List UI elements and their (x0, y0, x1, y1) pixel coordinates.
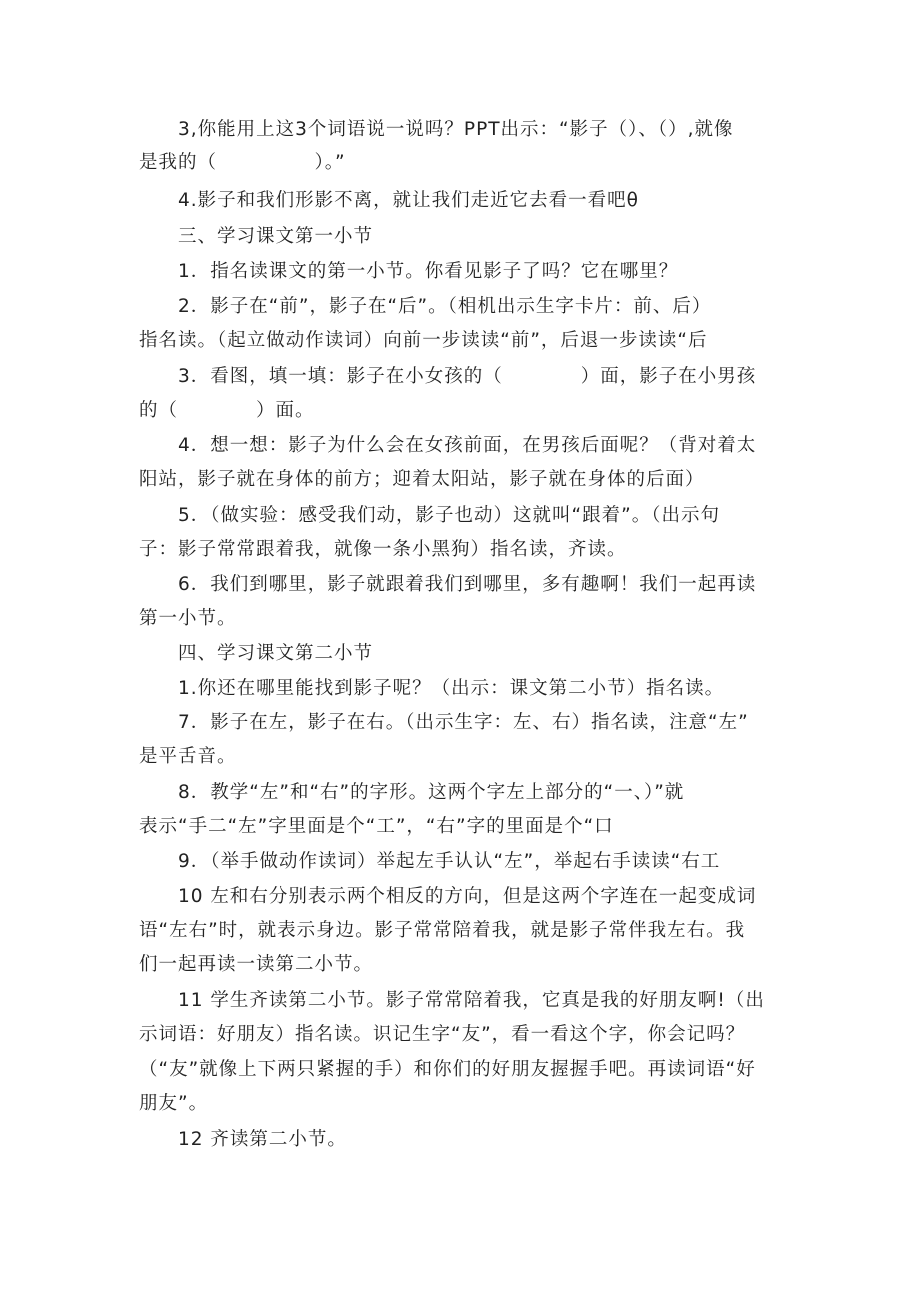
text-line: 4．想一想：影子为什么会在女孩前面，在男孩后面呢？（背对着太 (178, 435, 757, 456)
section-heading: 四、学习课文第二小节 (178, 643, 374, 664)
text-line: 子：影子常常跟着我，就像一条小黑狗）指名读，齐读。 (139, 539, 627, 560)
text-line: 4.影子和我们形影不离，就让我们走近它去看一看吧θ (178, 190, 639, 211)
text-line: 们一起再读一读第二小节。 (139, 954, 374, 975)
text-line: 12 齐读第二小节。 (178, 1129, 347, 1150)
text-line: 3,你能用上这3个词语说一说吗？PPT出示：“影子（）、（）,就像 (178, 119, 734, 140)
text-line: 11 学生齐读第二小节。影子常常陪着我，它真是我的好朋友啊!（出 (178, 990, 765, 1011)
text-line: 朋友”。 (139, 1093, 209, 1114)
text-line: 指名读。（起立做动作读词）向前一步读读“前”，后退一步读读“后 (139, 330, 708, 351)
text-line: 1．指名读课文的第一小节。你看见影子了吗？它在哪里？ (178, 261, 679, 282)
text-line: 7．影子在左，影子在右。（出示生字：左、右）指名读，注意“左” (178, 712, 749, 733)
text-line: 5．（做实验：感受我们动，影子也动）这就叫“跟着”。（出示句 (178, 505, 720, 526)
text-line: （“友”就像上下两只紧握的手）和你们的好朋友握握手吧。再读词语“好 (139, 1059, 756, 1080)
text-line: 1.你还在哪里能找到影子呢？（出示：课文第二小节）指名读。 (178, 678, 725, 699)
text-line: 3．看图，填一填：影子在小女孩的（ ）面，影子在小男孩 (178, 366, 757, 387)
text-line: 第一小节。 (139, 608, 237, 629)
text-line: 是我的（ ）。” (139, 152, 346, 173)
text-line: 8．教学“左”和“右”的字形。这两个字左上部分的“一、）”就 (178, 782, 685, 803)
text-line: 10 左和右分别表示两个相反的方向，但是这两个字连在一起变成词 (178, 886, 757, 907)
text-line: 是平舌音。 (139, 746, 237, 767)
text-line: 示词语：好朋友）指名读。识记生字“友”，看一看这个字，你会记吗？ (139, 1024, 746, 1045)
text-line: 语“左右”时，就表示身边。影子常常陪着我，就是影子常伴我左右。我 (139, 920, 746, 941)
text-line: 阳站，影子就在身体的前方；迎着太阳站，影子就在身体的后面） (139, 469, 705, 490)
text-line: 6．我们到哪里，影子就跟着我们到哪里，多有趣啊！我们一起再读 (178, 574, 757, 595)
text-line: 表示“手二“左”字里面是个“工”，“右”字的里面是个“口 (139, 816, 614, 837)
text-line: 2．影子在“前”，影子在“后”。（相机出示生字卡片：前、后） (178, 296, 712, 317)
section-heading: 三、学习课文第一小节 (178, 226, 374, 247)
text-line: 9．（举手做动作读词）举起左手认认“左”，举起右手读读“右工 (178, 851, 721, 872)
text-line: 的（ ）面。 (139, 400, 315, 421)
